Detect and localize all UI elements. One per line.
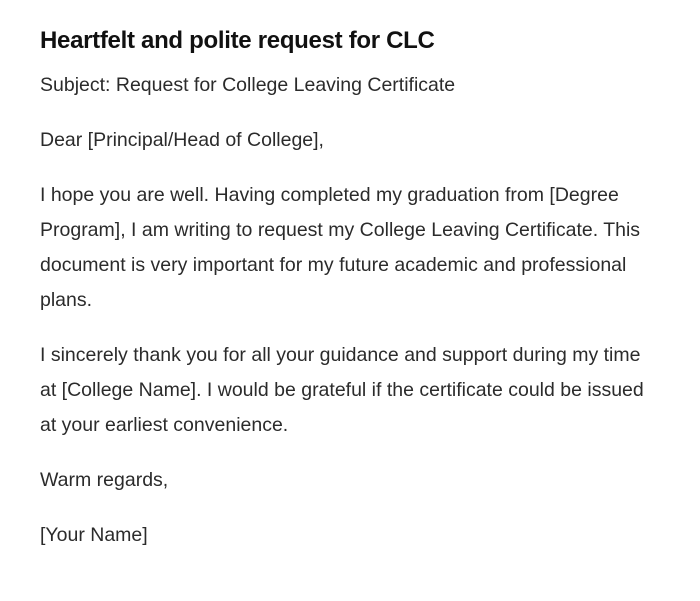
letter-salutation: Dear [Principal/Head of College], [40, 129, 324, 151]
letter-signature: [Your Name] [40, 524, 148, 546]
letter-subject: Subject: Request for College Leaving Certificate [40, 74, 456, 96]
letter-closing: Warm regards, [40, 469, 169, 491]
letter-document [40, 24, 650, 573]
letter-body-paragraph-2: I sincerely thank you for all your guidance and support during my time at [College Name]. I would be grateful if the certificate could be issued at your earliest convenience. [40, 344, 644, 436]
letter-title: Heartfelt and polite request for CLC [40, 27, 435, 54]
letter-body-paragraph-1: I hope you are well. Having completed my graduation from [Degree Program], I am writing to request my College Leaving Certificate. This document is very important for my future academic and professional plans. [40, 184, 641, 311]
